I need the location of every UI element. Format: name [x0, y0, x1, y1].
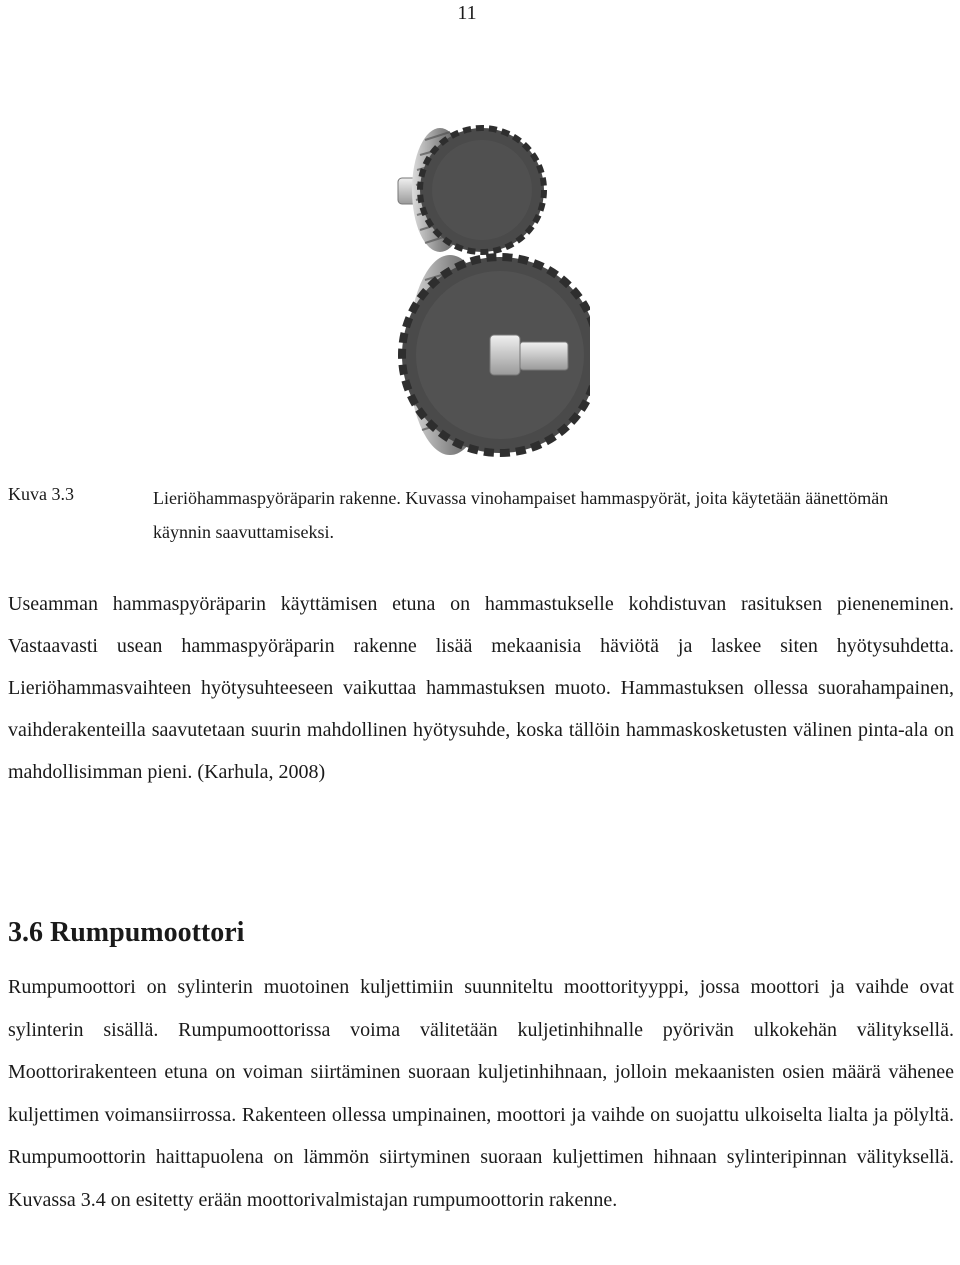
figure-caption-text: Lieriöhammaspyöräparin rakenne. Kuvassa vinohampaiset hammaspyörät, joita käytetään äänettömän käynnin saavuttamiseksi. — [153, 488, 889, 542]
section-heading: 3.6 Rumpumoottori — [8, 917, 245, 948]
body-paragraph: Useamman hammaspyöräparin käyttämisen etuna on hammastukselle kohdistuvan rasituksen pieneneminen. Vastaavasti usean hammaspyöräparin rakenne lisää mekaanisia häviötä ja laskee siten hyötysuhdetta. Lieriöhammasvaihteen hyötysuhteeseen vaikuttaa hammastuksen muoto. Hammastuksen ollessa suorahampainen, vaihderakenteilla saavutetaan suurin mahdollinen hyötysuhde, koska tällöin hammaskosketusten välinen pinta-ala on mahdollisimman pieni. (Karhula, 2008) — [8, 593, 954, 783]
helical-gear-pair-icon — [370, 110, 590, 470]
page-number: 11 — [457, 2, 477, 24]
figure-caption-label: Kuva 3.3 — [8, 484, 74, 504]
section-paragraph: Rumpumoottori on sylinterin muotoinen kuljettimiin suunniteltu moottorityyppi, jossa moottori ja vaihde ovat sylinterin sisällä. Rumpumoottorissa voima välitetään kuljetinhihnalle pyörivän ulkokehän välityksellä. Moottorirakenteen etuna on voiman siirtäminen suoraan kuljetinhihnaan, jolloin mekaanisten osien määrä vähenee kuljettimen voimansiirrossa. Rakenteen ollessa umpinainen, moottori ja vaihde on suojattu ulkoiselta lialta ja pölyltä. Rumpumoottorin haittapuolena on lämmön siirtyminen suoraan kuljettimen hihnaan sylinteripinnan välityksellä. Kuvassa 3.4 on esitetty erään moottorivalmistajan rumpumoottorin rakenne. — [8, 976, 954, 1211]
